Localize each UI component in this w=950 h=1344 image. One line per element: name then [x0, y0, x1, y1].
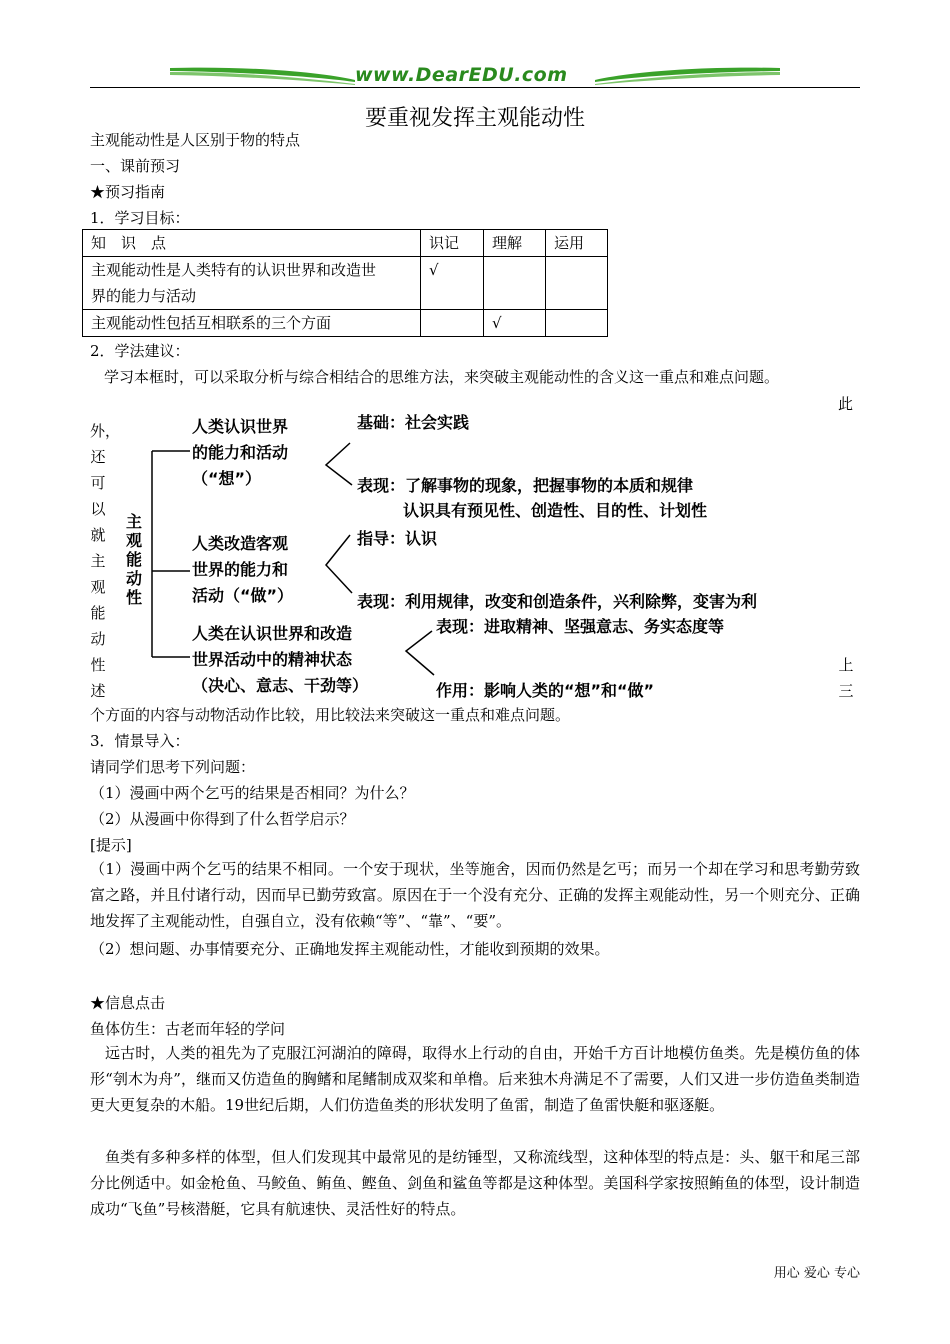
checkmark-cell: [421, 310, 484, 337]
guide-heading: ★预习指南: [90, 183, 166, 201]
branch-line: 活动（“做”）: [192, 586, 294, 605]
diagram-leaf: 基础：社会实践: [357, 413, 470, 432]
method-right-char: 此: [838, 395, 854, 413]
page-footer: 用心 爱心 专心: [773, 1266, 860, 1281]
diagram-leaf: 表现：进取精神、坚强意志、务实态度等: [436, 617, 725, 636]
cell-text: 界的能力与活动: [91, 287, 197, 305]
method-heading: 2．学法建议：: [90, 342, 190, 360]
method-paragraph: 学习本框时，可以采取分析与综合相结合的思维方法，来突破主观能动性的含义这一重点和难点问题。: [104, 368, 780, 386]
diagram-branch-think: [192, 414, 288, 492]
info-paragraph: 远古时，人类的祖先为了克服江河湖泊的障碍，取得水上行动的自由，开始千方百计地模仿鱼类。先是模仿鱼的体形“刳木为舟”，继而又仿造鱼的胸鳍和尾鳍制成双桨和单橹。后来独木舟满足不了需要，人们又进一步仿造鱼类制造更大更复杂的木船。19世纪后期，人们仿造鱼类的形状发明了鱼雷，制造了鱼雷快艇和驱逐艇。: [90, 1044, 860, 1114]
vertical-char: 上: [838, 656, 854, 674]
diagram-leaf: 指导：认识: [357, 529, 438, 548]
method-paragraph-end: 个方面的内容与动物活动作比较，用比较法来突破这一重点和难点问题。: [90, 706, 571, 724]
info-paragraph: 鱼类有多种多样的体型，但人们发现其中最常见的是纺锤型，又称流线型，这种体型的特点是：头、躯干和尾三部分比例适中。如金枪鱼、马鲛鱼、鲔鱼、鲣鱼、剑鱼和鲨鱼等都是这种体型。美国科学家按照鲔鱼的体型，设计制造成功“飞鱼”号核潜艇，它具有航速快、灵活性好的特点。: [90, 1148, 860, 1218]
checkmark-cell: √: [484, 310, 546, 337]
section-heading: 一、课前预习: [90, 157, 181, 175]
diagram-branch-do: [192, 531, 293, 609]
header-rule: [90, 87, 860, 88]
root-char: 性: [126, 588, 143, 607]
diagram-leaf: 认识具有预见性、创造性、目的性、计划性: [403, 501, 708, 520]
scene-heading: 3．情景导入：: [90, 732, 190, 750]
branch-line: 人类认识世界: [192, 417, 289, 436]
branch-line: 的能力和活动: [192, 443, 289, 462]
goals-table: [82, 229, 608, 337]
diagram-leaf: 表现：利用规律，改变和创造条件，兴利除弊，变害为利: [357, 592, 758, 611]
info-title: 鱼体仿生：古老而年轻的学问: [90, 1020, 286, 1038]
branch-line: （决心、意志、干劲等）: [192, 676, 369, 695]
subtitle: 主观能动性是人区别于物的特点: [90, 131, 301, 149]
vertical-text-column: [90, 418, 121, 704]
vertical-char: 观: [90, 578, 106, 596]
vertical-char: 以: [90, 500, 106, 518]
hint-answer-1: （1）漫画中两个乞丐的结果不相同。一个安于现状，坐等施舍，因而仍然是乞丐；而另一个却在学习和思考勤劳致富之路，并且付诸行动，因而早已勤劳致富。原因在于一个没有充分、正确的发挥主观能动性，另一个则充分、正确地发挥了主观能动性，自强自立，没有依赖“等”、“靠”、“要”。: [90, 860, 860, 930]
diagram-leaf: 作用：影响人类的“想”和“做”: [436, 681, 655, 700]
goals-heading: 1．学习目标：: [90, 209, 190, 227]
column-header: 运用: [546, 230, 608, 257]
question-2: （2）从漫画中你得到了什么哲学启示？: [90, 810, 355, 828]
checkmark-cell: [484, 257, 546, 310]
question-1: （1）漫画中两个乞丐的结果是否相同？为什么？: [90, 784, 415, 802]
site-logo-text: www.DearEDU.com: [355, 64, 568, 86]
branch-line: 人类在认识世界和改造: [192, 624, 353, 643]
vertical-char: 外，: [90, 422, 121, 440]
hint-answer-2: （2）想问题、办事情要充分、正确地发挥主观能动性，才能收到预期的效果。: [90, 940, 610, 958]
vertical-char: 可: [90, 474, 106, 492]
vertical-char: 就: [90, 526, 106, 544]
checkmark-cell: √: [421, 257, 484, 310]
scene-intro: 请同学们思考下列问题：: [90, 758, 256, 776]
hint-label: [提示]: [90, 836, 132, 854]
table-cell: 主观能动性包括互相联系的三个方面: [83, 310, 421, 337]
checkmark-cell: [546, 257, 608, 310]
table-header-row: [83, 230, 608, 257]
diagram-branch-spirit: [192, 621, 368, 699]
page-title: 要重视发挥主观能动性: [364, 106, 585, 131]
diagram-leaf: 表现：了解事物的现象，把握事物的本质和规律: [357, 476, 694, 495]
vertical-char: 主: [90, 552, 106, 570]
vertical-char: 三: [838, 682, 854, 700]
root-char: 动: [126, 569, 143, 588]
vertical-char: 能: [90, 604, 106, 622]
branch-line: （“想”）: [192, 469, 262, 488]
root-char: 能: [126, 550, 143, 569]
vertical-char: 性: [90, 656, 106, 674]
info-heading: ★信息点击: [90, 994, 166, 1012]
checkmark-cell: [546, 310, 608, 337]
root-char: 主: [126, 512, 143, 531]
root-char: 观: [126, 531, 143, 550]
vertical-char: 动: [90, 630, 106, 648]
table-row: [83, 257, 608, 310]
table-cell: [83, 257, 421, 310]
branch-line: 世界活动中的精神状态: [192, 650, 353, 669]
diagram-root: [126, 512, 142, 607]
branch-line: 人类改造客观: [192, 534, 289, 553]
cell-text: 主观能动性是人类特有的认识世界和改造世: [91, 261, 377, 279]
table-row: [83, 310, 608, 337]
column-header: 知 识 点: [83, 230, 421, 257]
vertical-char: 述: [90, 682, 106, 700]
branch-line: 世界的能力和: [192, 560, 289, 579]
column-header: 识记: [421, 230, 484, 257]
column-header: 理解: [484, 230, 546, 257]
vertical-char: 还: [90, 448, 106, 466]
